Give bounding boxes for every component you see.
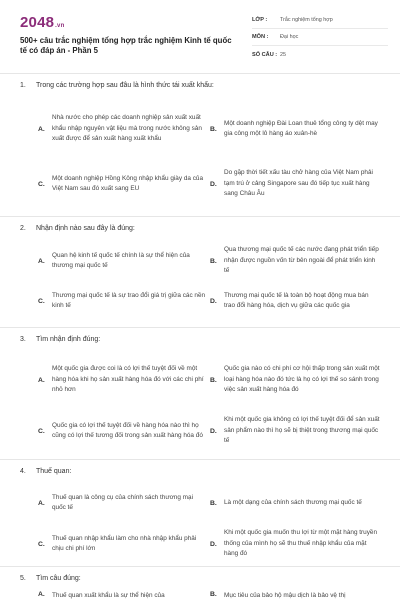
- question-text: Trong các trường hợp sau đâu là hình thức tái xuất khẩu:: [36, 82, 214, 89]
- question-text: Tìm câu đúng:: [36, 575, 81, 582]
- question-text: Nhận định nào sau đây là đúng:: [36, 225, 135, 232]
- option-letter: D.: [210, 540, 217, 548]
- option-b[interactable]: [210, 484, 380, 522]
- question-header: [0, 74, 400, 98]
- option-c[interactable]: [38, 281, 208, 321]
- option-letter: C.: [38, 180, 45, 188]
- question-2: [0, 217, 400, 328]
- meta-row-lop: [252, 12, 388, 29]
- question-number: 4.: [20, 468, 26, 475]
- question-4: [0, 460, 400, 567]
- option-a[interactable]: [38, 591, 208, 600]
- option-text: Khi một quốc gia muốn thu lợi từ một mặt hàng truyền thống của mình họ sẽ thu thuế nhập khẩu của mặt hàng đó: [224, 529, 378, 558]
- option-row: [0, 352, 400, 408]
- question-header: [0, 217, 400, 241]
- question-1: [0, 74, 400, 217]
- option-text: Mục tiêu của bảo hộ mậu dịch là bảo vệ thị: [224, 592, 346, 599]
- option-text: Do gặp thời tiết xấu tàu chở hàng của Việt Nam phải tạm trú ở cảng Singapore sau đó tiếp tục xuất hàng sang Châu Âu: [224, 169, 373, 198]
- option-letter: A.: [38, 257, 45, 265]
- option-text: Thương mại quốc tế là sự trao đổi giá trị giữa các nền kinh tế: [52, 291, 206, 309]
- option-letter: C.: [38, 427, 45, 435]
- option-a[interactable]: [38, 484, 208, 522]
- option-letter: D.: [210, 427, 217, 435]
- question-5: [0, 567, 400, 600]
- question-number: 3.: [20, 336, 26, 343]
- question-number: 1.: [20, 82, 26, 89]
- option-text: Là một dạng của chính sách thương mại quốc tế: [224, 498, 362, 506]
- meta-value-socau: 25: [280, 51, 286, 58]
- question-header: [0, 460, 400, 484]
- option-a[interactable]: [38, 352, 208, 408]
- option-text: Khi một quốc gia không có lợi thế tuyệt đối để sản xuất sản phẩm nào thì họ sẽ bị thiệt trong thương mại quốc tế: [224, 416, 380, 445]
- option-row: [0, 408, 400, 454]
- option-text: Thuế quan xuất khẩu là sự thể hiện của: [52, 592, 165, 599]
- question-text: Thuế quan:: [36, 468, 72, 475]
- option-b[interactable]: [210, 591, 380, 600]
- site-logo[interactable]: [20, 14, 64, 31]
- meta-value-lop: Trắc nghiệm tổng hợp: [280, 17, 333, 23]
- question-list: [0, 74, 400, 600]
- question-header: [0, 328, 400, 352]
- option-letter: B.: [210, 499, 217, 507]
- question-3: [0, 328, 400, 460]
- option-letter: B.: [210, 257, 217, 265]
- question-text: Tìm nhận định đúng:: [36, 336, 101, 343]
- question-number: 5.: [20, 575, 26, 582]
- option-text: Qua thương mại quốc tế các nước đang phát triển tiếp nhận được nguồn vốn từ bên ngoài để phát triển kinh tế: [224, 246, 379, 275]
- meta-row-socau: [252, 46, 388, 63]
- option-letter: C.: [38, 297, 45, 305]
- option-c[interactable]: [38, 522, 208, 566]
- option-b[interactable]: [210, 241, 380, 281]
- question-header: [0, 567, 400, 591]
- option-letter: A.: [38, 125, 45, 133]
- option-row: [0, 98, 400, 160]
- option-row: [0, 241, 400, 281]
- option-row: [0, 522, 400, 566]
- option-letter: D.: [210, 297, 217, 305]
- option-letter: A.: [38, 499, 45, 507]
- question-number: 2.: [20, 225, 26, 232]
- option-text: Quốc gia có lợi thế tuyệt đối về hàng hóa nào thì họ cũng có lợi thế tương đối trong sản xuất hàng hóa đó: [52, 421, 203, 439]
- option-row: [0, 281, 400, 321]
- option-a[interactable]: [38, 98, 208, 160]
- option-d[interactable]: [210, 408, 380, 454]
- option-text: Quan hệ kinh tế quốc tế chính là sự thể hiện của thương mại quốc tế: [52, 251, 190, 269]
- document-header: [0, 0, 400, 74]
- option-letter: A.: [38, 376, 45, 384]
- option-text: Một quốc gia được coi là có lợi thế tuyệt đối về một hàng hóa khi họ sản xuất hàng hóa đó với các chi phí nhỏ hơn: [52, 365, 204, 394]
- option-d[interactable]: [210, 160, 380, 208]
- option-text: Thương mại quốc tế là toàn bộ hoạt động mua bán trao đổi hàng hóa, dịch vụ giữa các quốc gia: [224, 291, 369, 309]
- meta-label-lop: LỚP :: [252, 17, 268, 23]
- meta-label-socau: SỐ CÂU :: [252, 51, 278, 58]
- option-a[interactable]: [38, 241, 208, 281]
- option-c[interactable]: [38, 408, 208, 454]
- document-title: 500+ câu trắc nghiệm tổng hợp trắc nghiệm Kinh tế quốc tế có đáp án - Phần 5: [20, 36, 232, 55]
- option-b[interactable]: [210, 352, 380, 408]
- option-b[interactable]: [210, 98, 380, 160]
- option-c[interactable]: [38, 160, 208, 208]
- option-letter: B.: [210, 125, 217, 133]
- option-row: [0, 160, 400, 208]
- option-text: Một doanh nghiệp Hồng Kông nhập khẩu giày da của Việt Nam sau đó xuất sang EU: [52, 174, 204, 192]
- option-row: [0, 591, 400, 600]
- option-letter: D.: [210, 180, 217, 188]
- option-letter: C.: [38, 540, 45, 548]
- logo-text: 2048: [20, 14, 55, 31]
- option-letter: B.: [210, 376, 217, 384]
- option-d[interactable]: [210, 281, 380, 321]
- meta-label-mon: MÔN :: [252, 34, 269, 40]
- option-letter: B.: [210, 591, 217, 598]
- meta-value-mon: Đại học: [280, 34, 299, 40]
- option-text: Nhà nước cho phép các doanh nghiệp sản xuất xuất khẩu nhập nguyên vật liệu mà trong nước không sản xuất được để sản xuất hàng xuất khẩu: [52, 114, 202, 143]
- meta-table: [252, 12, 388, 63]
- option-d[interactable]: [210, 522, 380, 566]
- option-row: [0, 484, 400, 522]
- option-text: Quốc gia nào có chi phí cơ hội thấp trong sản xuất một loại hàng hóa nào đó tức là họ có lợi thế so sánh trong việc sản xuất hàng hóa đó: [224, 365, 380, 394]
- option-text: Một doanh nghiệp Đài Loan thuê tổng công ty dệt may gia công một lô hàng áo xuân-hè: [224, 119, 378, 137]
- option-text: Thuế quan là công cụ của chính sách thương mại quốc tế: [52, 493, 193, 511]
- option-letter: A.: [38, 591, 45, 598]
- meta-row-mon: [252, 29, 388, 46]
- logo-suffix: .vn: [55, 23, 65, 29]
- option-text: Thuế quan nhập khẩu làm cho nhà nhập khẩu phải chịu chi phí lớn: [52, 534, 197, 552]
